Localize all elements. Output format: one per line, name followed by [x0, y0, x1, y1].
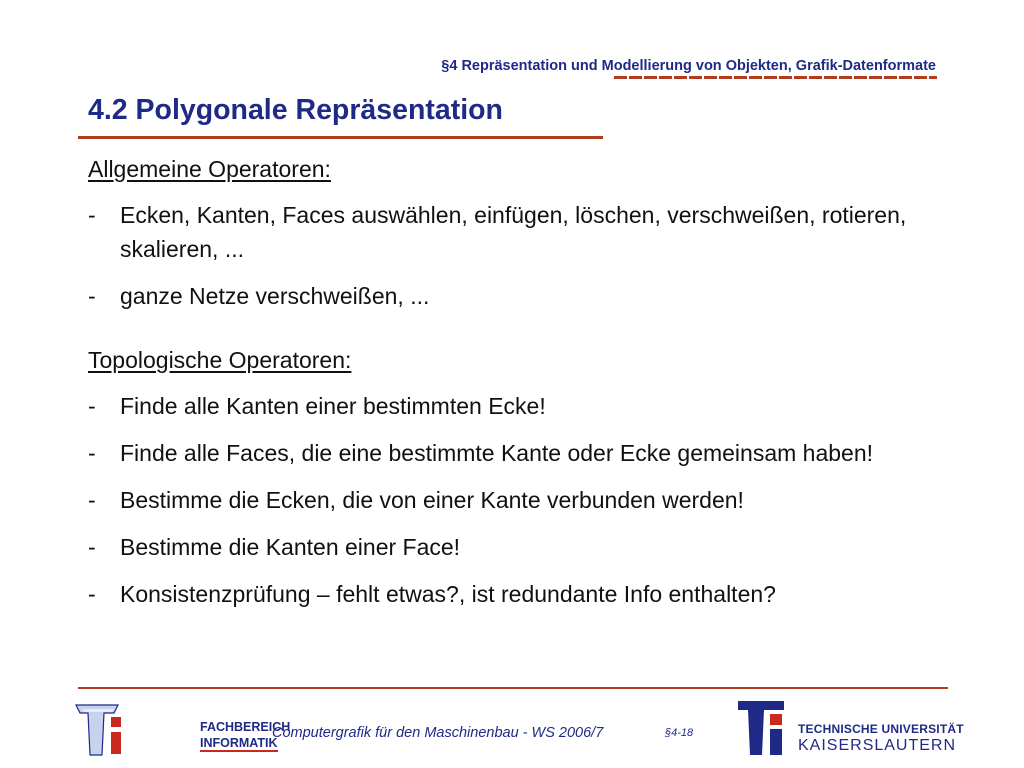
list-item-text: Bestimme die Kanten einer Face! [120, 534, 461, 560]
bullet-dash: - [88, 440, 96, 466]
bullet-dash: - [88, 202, 96, 228]
section-heading-topologische: Topologische Operatoren: [88, 347, 352, 373]
bullet-dash: - [88, 581, 96, 607]
bullet-dash: - [88, 534, 96, 560]
list-item [88, 198, 968, 266]
fb-logo-line1: FACHBEREICH [200, 720, 291, 734]
list-item [88, 577, 968, 611]
list-item-text: Finde alle Kanten einer bestimmten Ecke! [120, 393, 546, 419]
tu-logo-line1: TECHNISCHE UNIVERSITÄT [798, 722, 964, 736]
list-item-text: Ecken, Kanten, Faces auswählen, einfügen, löschen, verschweißen, rotieren, skalieren, ... [120, 202, 907, 262]
list-item [88, 279, 968, 313]
bullet-dash: - [88, 487, 96, 513]
list-item [88, 389, 968, 423]
tu-logo-line2: KAISERSLAUTERN [798, 737, 957, 754]
fb-logo-mark-icon [74, 699, 124, 757]
title-underline [78, 136, 603, 139]
footer-course-title: Computergrafik für den Maschinenbau - WS 2006/7 [272, 725, 604, 741]
page-number: §4-18 [665, 727, 694, 739]
footer-divider [78, 687, 948, 689]
fachbereich-informatik-logo [74, 699, 291, 757]
list-item-text: Finde alle Faces, die eine bestimmte Kante oder Ecke gemeinsam haben! [120, 440, 874, 466]
list-item [88, 530, 968, 564]
slide-title: 4.2 Polygonale Repräsentation [88, 94, 503, 126]
bullet-dash: - [88, 393, 96, 419]
section-heading-allgemeine: Allgemeine Operatoren: [88, 156, 331, 182]
bullet-dash: - [88, 283, 96, 309]
list-item-text: ganze Netze verschweißen, ... [120, 283, 430, 309]
list-item [88, 483, 968, 517]
header-dashed-underline [614, 76, 937, 79]
tu-kaiserslautern-logo [734, 697, 964, 759]
tu-logo-mark-icon [734, 697, 794, 759]
list-item [88, 436, 968, 470]
fb-logo-line2: INFORMATIK [200, 736, 278, 750]
slide-body [88, 152, 968, 624]
list-item-text: Bestimme die Ecken, die von einer Kante verbunden werden! [120, 487, 744, 513]
list-item-text: Konsistenzprüfung – fehlt etwas?, ist redundante Info enthalten? [120, 581, 776, 607]
chapter-header: §4 Repräsentation und Modellierung von Objekten, Grafik-Datenformate [441, 58, 936, 74]
